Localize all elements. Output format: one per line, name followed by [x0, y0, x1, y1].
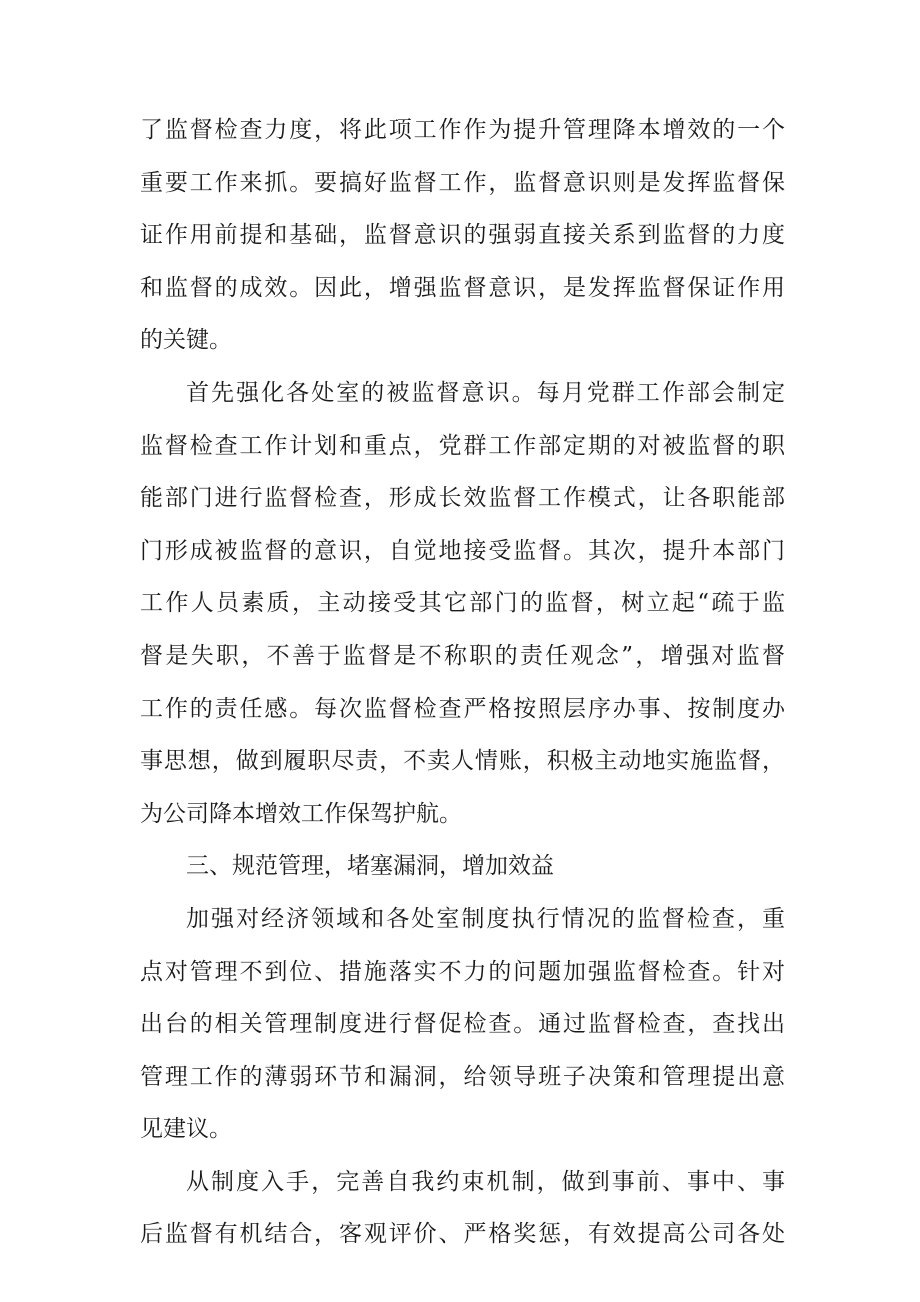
- paragraph-line: 为公司降本增效工作保驾护航。: [140, 800, 462, 827]
- paragraph-line: 证作用前提和基础，监督意识的强弱直接关系到监督的力度: [140, 222, 785, 249]
- paragraph-line: 和监督的成效。因此，增强监督意识，是发挥监督保证作用: [140, 274, 785, 301]
- paragraph-line: 从制度入手，完善自我约束机制，做到事前、事中、事: [186, 1168, 785, 1195]
- paragraph-line: 监督检查工作计划和重点，党群工作部定期的对被监督的职: [140, 432, 785, 459]
- paragraph-line: 管理工作的薄弱环节和漏洞，给领导班子决策和管理提出意: [140, 1063, 785, 1090]
- paragraph-1: [140, 104, 785, 367]
- paragraph-line: 工作人员素质，主动接受其它部门的监督，树立起“疏于监: [140, 590, 785, 617]
- paragraph-line: 重要工作来抓。要搞好监督工作，监督意识则是发挥监督保: [140, 169, 785, 196]
- paragraph-line: 的关键。: [140, 327, 232, 354]
- paragraph-line: 能部门进行监督检查，形成长效监督工作模式，让各职能部: [140, 485, 785, 512]
- paragraph-2: [140, 367, 785, 840]
- paragraph-line: 出台的相关管理制度进行督促检查。通过监督检查，查找出: [140, 1011, 785, 1038]
- section-heading-text: 三、规范管理，堵塞漏洞，增加效益: [186, 853, 554, 880]
- paragraph-line: 后监督有机结合，客观评价、严格奖惩，有效提高公司各处: [140, 1221, 785, 1248]
- paragraph-3: [140, 893, 785, 1156]
- document-body: [140, 104, 785, 1261]
- paragraph-line: 工作的责任感。每次监督检查严格按照层序办事、按制度办: [140, 695, 785, 722]
- paragraph-4: [140, 1156, 785, 1261]
- paragraph-line: 首先强化各处室的被监督意识。每月党群工作部会制定: [186, 379, 785, 406]
- section-heading: [140, 840, 785, 893]
- paragraph-line: 加强对经济领域和各处室制度执行情况的监督检查，重: [186, 905, 785, 932]
- paragraph-line: 见建议。: [140, 1116, 232, 1143]
- paragraph-line: 了监督检查力度，将此项工作作为提升管理降本增效的一个: [140, 117, 785, 143]
- paragraph-line: 门形成被监督的意识，自觉地接受监督。其次，提升本部门: [140, 537, 785, 564]
- paragraph-line: 督是失职，不善于监督是不称职的责任观念”，增强对监督: [140, 642, 785, 669]
- paragraph-line: 事思想，做到履职尽责，不卖人情账，积极主动地实施监督，: [140, 748, 785, 775]
- paragraph-line: 点对管理不到位、措施落实不力的问题加强监督检查。针对: [140, 958, 785, 985]
